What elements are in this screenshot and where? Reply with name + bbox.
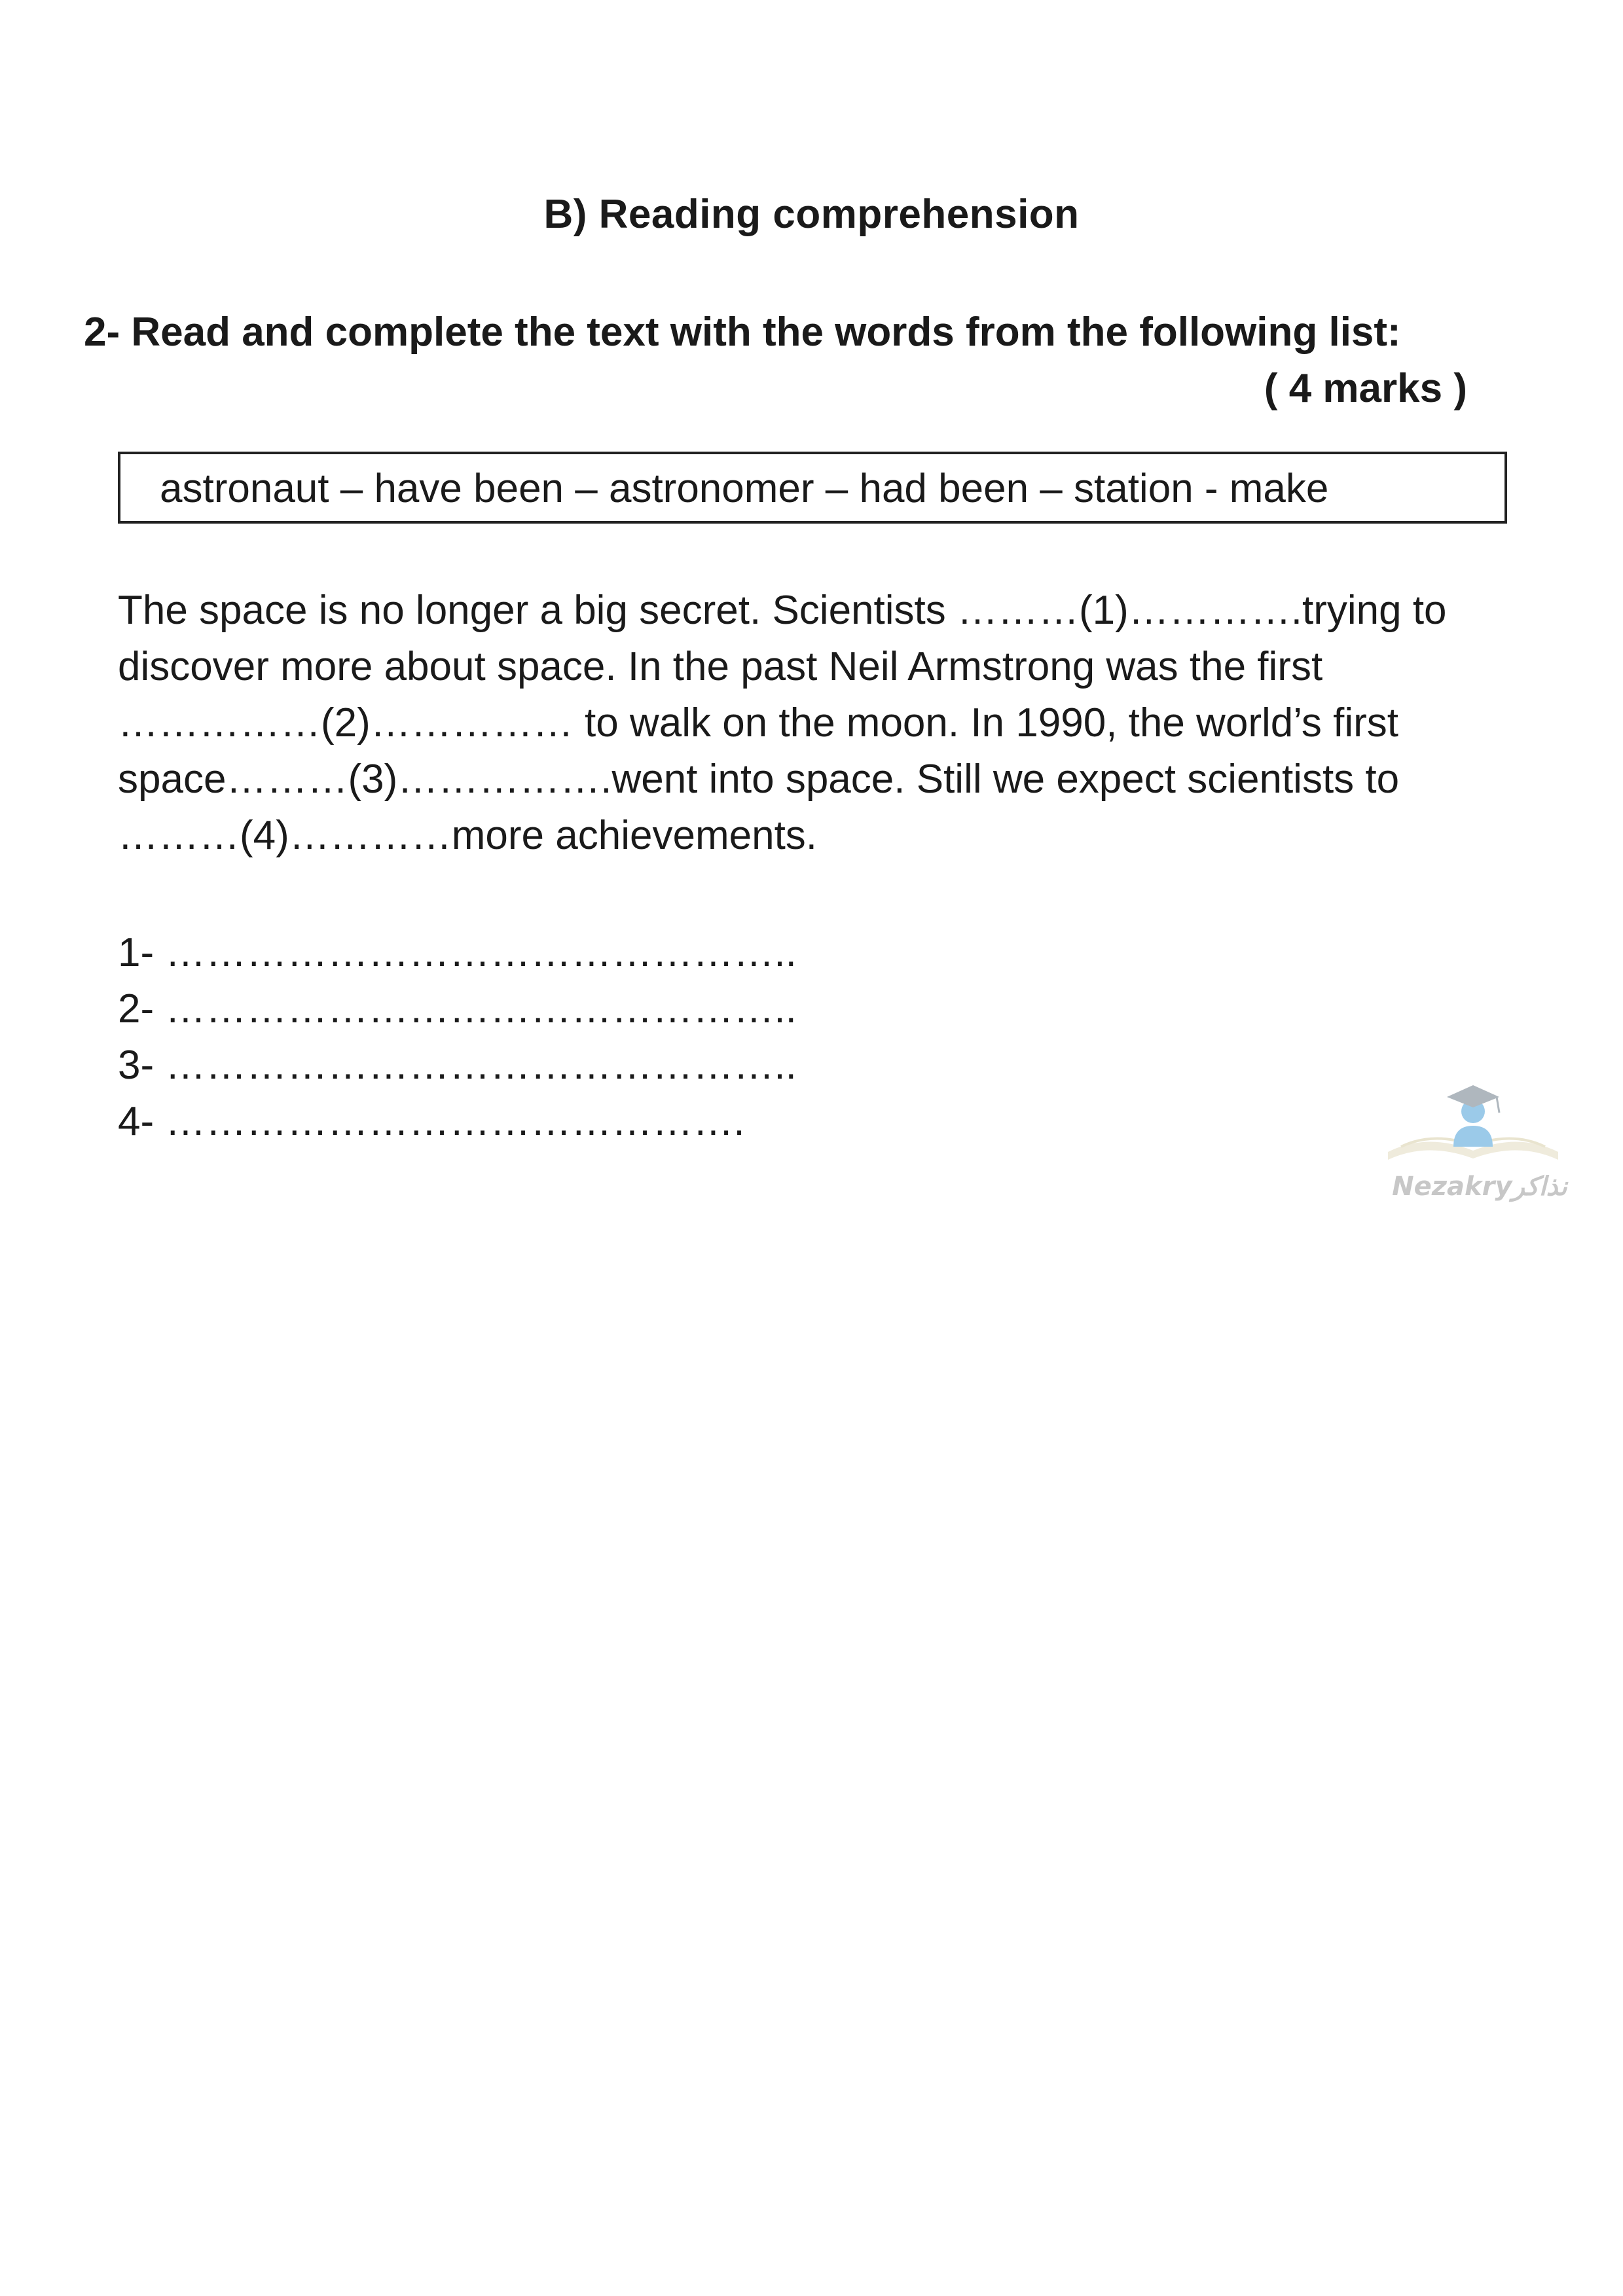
question-marks: ( 4 marks ) [1264,366,1467,411]
section-heading: B) Reading comprehension [543,192,1080,237]
graduate-book-icon [1375,1073,1571,1172]
answer-lines [118,925,797,1150]
word-list-box [118,452,1507,524]
answer-line-3: 3- ……………………………………….. [118,1043,797,1088]
answer-line-1: 1- ……………………………………….. [118,930,797,975]
passage-line: discover more about space. In the past Neil Armstrong was the first [118,644,1323,689]
passage-line: ………(4)…………more achievements. [118,813,818,858]
passage-line: The space is no longer a big secret. Scientists ………(1)………….trying to [118,588,1447,633]
reading-passage [118,583,1525,864]
watermark-logo [1375,1073,1571,1217]
word-list: astronaut – have been – astronomer – had been – station - make [160,466,1329,511]
watermark-text: Nezakryنذاكر [1392,1172,1567,1202]
answer-line-4: 4- ……………………………………. [118,1099,745,1144]
passage-line: space………(3)…………….went into space. Still we expect scientists to [118,757,1400,802]
question-instruction: 2- Read and complete the text with the words from the following list: [84,310,1401,355]
answer-line-2: 2- ……………………………………….. [118,986,797,1031]
passage-line: ……………(2)…………… to walk on the moon. In 1990, the world’s first [118,700,1398,745]
